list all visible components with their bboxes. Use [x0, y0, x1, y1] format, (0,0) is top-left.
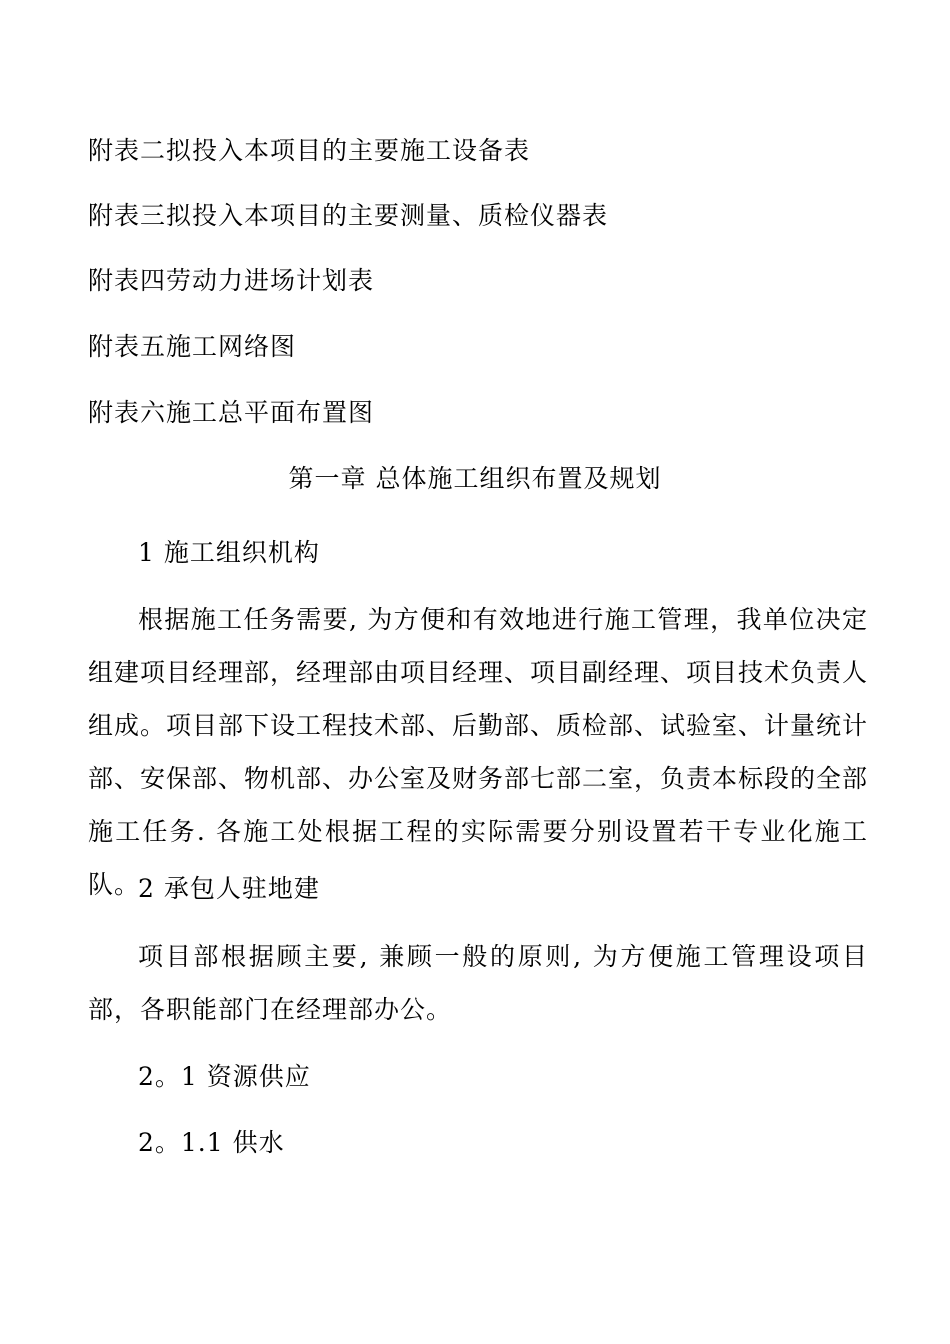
section-2-heading: 2 承包人驻地建 [138, 874, 320, 903]
section-1-paragraph [88, 593, 868, 911]
section-1-paragraph-text: 根据施工任务需要, 为方便和有效地进行施工管理，我单位决定组建项目经理部，经理部由项目经理、项目副经理、项目技术负责人组成。项目部下设工程技术部、后勤部、质检部、试验室、计量统计部、安保部、物机部、办公室及财务部七部二室，负责本标段的全部施工任务. 各施工处根据工程的实际需要分别设置若干专业化施工队。 [88, 605, 869, 899]
section-2-paragraph-text: 项目部根据顾主要, 兼顾一般的原则, 为方便施工管理设项目部，各职能部门在经理部办公。 [88, 942, 868, 1024]
appendix-item-3: 附表三拟投入本项目的主要测量、质检仪器表 [88, 201, 609, 230]
section-2-1-1-heading: 2。1.1 供水 [138, 1128, 285, 1157]
section-2-paragraph [88, 930, 868, 1036]
appendix-item-5: 附表五施工网络图 [88, 332, 297, 361]
chapter-title: 第一章 总体施工组织布置及规划 [288, 464, 662, 493]
appendix-item-4: 附表四劳动力进场计划表 [88, 266, 375, 295]
section-2-1-heading: 2。1 资源供应 [138, 1062, 311, 1091]
appendix-item-2: 附表二拟投入本项目的主要施工设备表 [88, 136, 531, 165]
appendix-item-6: 附表六施工总平面布置图 [88, 398, 375, 427]
section-1-heading: 1 施工组织机构 [138, 538, 320, 567]
